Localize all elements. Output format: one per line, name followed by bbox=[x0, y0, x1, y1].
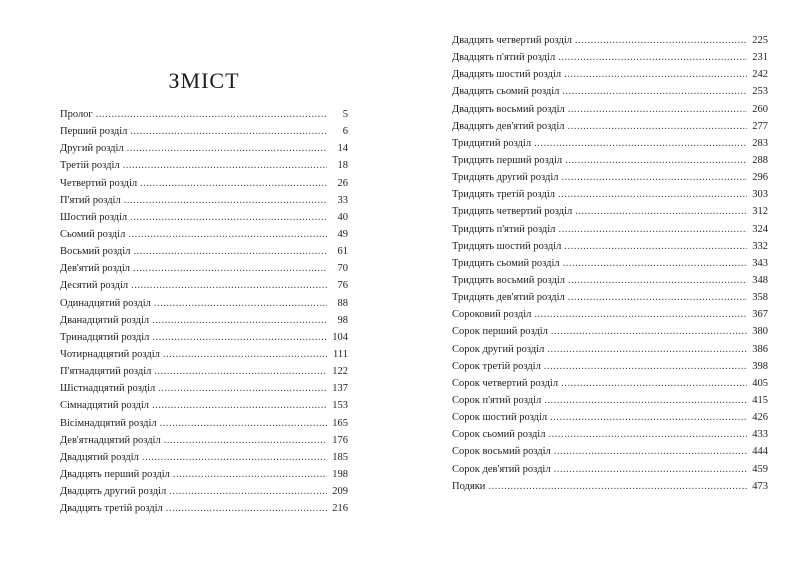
toc-entry[interactable] bbox=[60, 329, 348, 346]
toc-entry[interactable] bbox=[60, 466, 348, 483]
entry-page-number: 415 bbox=[752, 394, 768, 406]
entry-page-number: 137 bbox=[332, 383, 348, 395]
entry-page-number: 260 bbox=[752, 103, 768, 115]
entry-page-number: 231 bbox=[752, 52, 768, 64]
entry-title: Четвертий розділ bbox=[60, 177, 138, 189]
entry-title: Двадцять шостий розділ bbox=[452, 69, 562, 81]
entry-page-number: 459 bbox=[752, 463, 768, 475]
entry-title: Двадцять четвертий розділ bbox=[452, 35, 573, 46]
entry-title: Тридцять четвертий розділ bbox=[452, 206, 573, 218]
toc-entry[interactable] bbox=[60, 483, 348, 500]
toc-entry[interactable] bbox=[60, 226, 348, 243]
entry-title: Подяки bbox=[452, 480, 486, 492]
entry-title: Сорок шостий розділ bbox=[452, 412, 548, 424]
dot-leader bbox=[551, 323, 747, 340]
toc-entry[interactable] bbox=[60, 432, 348, 449]
toc-entry[interactable] bbox=[60, 397, 348, 414]
entry-page-number: 312 bbox=[752, 206, 768, 218]
entry-title: Восьмий розділ bbox=[60, 246, 131, 258]
entry-page-number: 198 bbox=[332, 468, 348, 480]
entry-title: Сорок п'ятий розділ bbox=[452, 394, 542, 406]
dot-leader bbox=[548, 426, 747, 443]
toc-entry[interactable] bbox=[452, 392, 768, 409]
toc-entry[interactable] bbox=[60, 346, 348, 363]
toc-entry[interactable] bbox=[452, 306, 768, 323]
dot-leader bbox=[554, 461, 747, 478]
entry-title: Сорок третій розділ bbox=[452, 360, 541, 372]
entry-page-number: 76 bbox=[337, 280, 348, 292]
dot-leader bbox=[575, 32, 747, 49]
toc-title: ЗМІСТ bbox=[168, 68, 240, 93]
entry-page-number: 405 bbox=[752, 377, 768, 389]
dot-leader bbox=[158, 380, 327, 397]
entry-page-number: 104 bbox=[332, 331, 348, 343]
toc-entry[interactable] bbox=[452, 255, 768, 272]
entry-page-number: 253 bbox=[752, 86, 768, 98]
dot-leader bbox=[575, 203, 747, 220]
dot-leader bbox=[133, 243, 327, 260]
toc-entry[interactable] bbox=[452, 272, 768, 289]
dot-leader bbox=[544, 358, 747, 375]
dot-leader bbox=[127, 140, 327, 157]
entry-page-number: 185 bbox=[332, 451, 348, 463]
dot-leader bbox=[565, 152, 747, 169]
dot-leader bbox=[152, 329, 327, 346]
entry-title: Третій розділ bbox=[60, 160, 120, 172]
entry-title: Сорок перший розділ bbox=[452, 326, 548, 338]
entry-title: Перший розділ bbox=[60, 126, 128, 138]
dot-leader bbox=[558, 186, 747, 203]
toc-entry[interactable] bbox=[452, 186, 768, 203]
entry-page-number: 14 bbox=[337, 143, 348, 155]
toc-entry[interactable] bbox=[60, 295, 348, 312]
entry-page-number: 426 bbox=[752, 412, 768, 424]
entry-title: Двадцять дев'ятий розділ bbox=[452, 120, 565, 132]
toc-entry[interactable] bbox=[452, 118, 768, 135]
entry-page-number: 332 bbox=[752, 240, 768, 252]
entry-title: Вісімнадцятий розділ bbox=[60, 417, 157, 429]
dot-leader bbox=[154, 363, 327, 380]
toc-entry[interactable] bbox=[60, 380, 348, 397]
entry-title: Дев'ятий розділ bbox=[60, 263, 131, 275]
entry-title: Шістнадцятий розділ bbox=[60, 383, 156, 395]
toc-entry[interactable] bbox=[60, 312, 348, 329]
dot-leader bbox=[163, 346, 327, 363]
entry-page-number: 277 bbox=[752, 120, 768, 132]
entry-page-number: 433 bbox=[752, 429, 768, 441]
toc-entry[interactable] bbox=[60, 363, 348, 380]
toc-entry[interactable] bbox=[452, 461, 768, 478]
dot-leader bbox=[558, 221, 747, 238]
toc-entry[interactable] bbox=[452, 203, 768, 220]
dot-leader bbox=[128, 226, 327, 243]
entry-page-number: 61 bbox=[337, 246, 348, 258]
toc-entry[interactable] bbox=[452, 83, 768, 100]
entry-title: Сьомий розділ bbox=[60, 228, 126, 240]
entry-page-number: 303 bbox=[752, 189, 768, 201]
dot-leader bbox=[568, 289, 747, 306]
toc-entry[interactable] bbox=[452, 409, 768, 426]
entry-page-number: 283 bbox=[752, 137, 768, 149]
toc-entry[interactable] bbox=[452, 152, 768, 169]
dot-leader bbox=[550, 409, 747, 426]
toc-entry[interactable] bbox=[452, 169, 768, 186]
entry-title: Сорок сьомий розділ bbox=[452, 429, 546, 441]
entry-page-number: 358 bbox=[752, 292, 768, 304]
entry-title: Двадцять третій розділ bbox=[60, 503, 163, 515]
dot-leader bbox=[558, 49, 747, 66]
dot-leader bbox=[123, 157, 327, 174]
dot-leader bbox=[564, 238, 747, 255]
dot-leader bbox=[563, 255, 747, 272]
toc-entry[interactable] bbox=[452, 238, 768, 255]
toc-entry[interactable] bbox=[60, 157, 348, 174]
entry-page-number: 386 bbox=[752, 343, 768, 355]
entry-title: Тридцять восьмий розділ bbox=[452, 274, 565, 286]
toc-entry[interactable] bbox=[452, 358, 768, 375]
entry-title: Одинадцятий розділ bbox=[60, 297, 151, 309]
entry-page-number: 153 bbox=[332, 400, 348, 412]
entry-page-number: 242 bbox=[752, 69, 768, 81]
entry-title: Сорок другий розділ bbox=[452, 343, 545, 355]
entry-page-number: 398 bbox=[752, 360, 768, 372]
entry-page-number: 6 bbox=[342, 126, 348, 138]
entry-title: Сімнадцятий розділ bbox=[60, 400, 150, 412]
entry-title: Тридцять шостий розділ bbox=[452, 240, 562, 252]
dot-leader bbox=[133, 260, 327, 277]
toc-list-right bbox=[452, 32, 768, 495]
toc-entry[interactable] bbox=[60, 500, 348, 517]
entry-title: Тридцять другий розділ bbox=[452, 172, 559, 184]
toc-entry[interactable] bbox=[452, 66, 768, 83]
entry-title: Двадцятий розділ bbox=[60, 451, 139, 463]
entry-page-number: 348 bbox=[752, 274, 768, 286]
dot-leader bbox=[152, 312, 327, 329]
dot-leader bbox=[152, 397, 327, 414]
toc-entry[interactable] bbox=[60, 106, 348, 123]
dot-leader bbox=[96, 106, 327, 123]
toc-entry[interactable] bbox=[452, 341, 768, 358]
dot-leader bbox=[173, 466, 327, 483]
dot-leader bbox=[554, 443, 747, 460]
entry-title: Сорок дев'ятий розділ bbox=[452, 463, 551, 475]
entry-title: Двадцять другий розділ bbox=[60, 486, 167, 498]
entry-page-number: 176 bbox=[332, 434, 348, 446]
dot-leader bbox=[130, 209, 327, 226]
entry-page-number: 98 bbox=[337, 314, 348, 326]
toc-entry[interactable] bbox=[452, 101, 768, 118]
toc-entry[interactable] bbox=[452, 426, 768, 443]
entry-title: Двадцять п'ятий розділ bbox=[452, 52, 556, 64]
toc-entry[interactable] bbox=[452, 49, 768, 66]
entry-page-number: 367 bbox=[752, 309, 768, 321]
entry-title: Чотирнадцятий розділ bbox=[60, 348, 160, 360]
entry-title: Тридцять третій розділ bbox=[452, 189, 556, 201]
entry-page-number: 165 bbox=[332, 417, 348, 429]
entry-page-number: 343 bbox=[752, 257, 768, 269]
toc-entry[interactable] bbox=[452, 478, 768, 495]
entry-title: П'ятнадцятий розділ bbox=[60, 366, 152, 378]
entry-page-number: 225 bbox=[752, 35, 768, 46]
toc-entry[interactable] bbox=[60, 209, 348, 226]
entry-page-number: 26 bbox=[337, 177, 348, 189]
entry-page-number: 216 bbox=[332, 503, 348, 515]
entry-title: Другий розділ bbox=[60, 143, 124, 155]
dot-leader bbox=[547, 341, 747, 358]
toc-entry[interactable] bbox=[60, 192, 348, 209]
toc-entry[interactable] bbox=[60, 123, 348, 140]
toc-entry[interactable] bbox=[60, 277, 348, 294]
entry-title: Сорок четвертий розділ bbox=[452, 377, 559, 389]
entry-title: Дванадцятий розділ bbox=[60, 314, 150, 326]
entry-page-number: 70 bbox=[337, 263, 348, 275]
entry-page-number: 5 bbox=[342, 109, 348, 120]
entry-page-number: 122 bbox=[332, 366, 348, 378]
entry-page-number: 33 bbox=[337, 194, 348, 206]
entry-title: Сорок восьмий розділ bbox=[452, 446, 551, 458]
toc-entry[interactable] bbox=[60, 243, 348, 260]
dot-leader bbox=[544, 392, 747, 409]
dot-leader bbox=[561, 375, 747, 392]
dot-leader bbox=[130, 123, 327, 140]
dot-leader bbox=[568, 272, 747, 289]
dot-leader bbox=[488, 478, 747, 495]
toc-entry[interactable] bbox=[60, 175, 348, 192]
dot-leader bbox=[154, 295, 327, 312]
toc-entry[interactable] bbox=[60, 415, 348, 432]
entry-page-number: 111 bbox=[333, 348, 348, 360]
entry-title: Шостий розділ bbox=[60, 211, 128, 223]
dot-leader bbox=[534, 135, 747, 152]
entry-page-number: 288 bbox=[752, 154, 768, 166]
dot-leader bbox=[568, 118, 747, 135]
dot-leader bbox=[169, 483, 327, 500]
dot-leader bbox=[131, 277, 327, 294]
entry-title: Двадцять восьмий розділ bbox=[452, 103, 565, 115]
toc-entry[interactable] bbox=[60, 260, 348, 277]
entry-title: Сороковий розділ bbox=[452, 309, 532, 321]
toc-entry[interactable] bbox=[452, 443, 768, 460]
toc-entry[interactable] bbox=[452, 135, 768, 152]
toc-entry[interactable] bbox=[452, 323, 768, 340]
toc-entry[interactable] bbox=[452, 375, 768, 392]
entry-title: Двадцять перший розділ bbox=[60, 468, 170, 480]
dot-leader bbox=[562, 83, 747, 100]
toc-entry[interactable] bbox=[452, 289, 768, 306]
entry-page-number: 49 bbox=[337, 228, 348, 240]
entry-title: Тридцять перший розділ bbox=[452, 154, 563, 166]
entry-page-number: 380 bbox=[752, 326, 768, 338]
toc-entry[interactable] bbox=[452, 221, 768, 238]
entry-title: Тридцять п'ятий розділ bbox=[452, 223, 556, 235]
dot-leader bbox=[562, 169, 747, 186]
dot-leader bbox=[568, 101, 747, 118]
entry-title: Двадцять сьомий розділ bbox=[452, 86, 560, 98]
entry-page-number: 209 bbox=[332, 486, 348, 498]
entry-title: Пролог bbox=[60, 109, 93, 120]
entry-title: Тридцять сьомий розділ bbox=[452, 257, 560, 269]
dot-leader bbox=[564, 66, 747, 83]
entry-title: П'ятий розділ bbox=[60, 194, 121, 206]
dot-leader bbox=[160, 415, 327, 432]
toc-entry[interactable] bbox=[452, 32, 768, 49]
entry-title: Дев'ятнадцятий розділ bbox=[60, 434, 161, 446]
entry-page-number: 40 bbox=[337, 211, 348, 223]
entry-page-number: 18 bbox=[337, 160, 348, 172]
toc-entry[interactable] bbox=[60, 140, 348, 157]
dot-leader bbox=[164, 432, 327, 449]
entry-page-number: 88 bbox=[337, 297, 348, 309]
entry-title: Десятий розділ bbox=[60, 280, 129, 292]
entry-title: Тридцять дев'ятий розділ bbox=[452, 292, 565, 304]
dot-leader bbox=[142, 449, 327, 466]
entry-page-number: 444 bbox=[752, 446, 768, 458]
dot-leader bbox=[166, 500, 327, 517]
entry-title: Тринадцятий розділ bbox=[60, 331, 150, 343]
toc-entry[interactable] bbox=[60, 449, 348, 466]
dot-leader bbox=[140, 175, 327, 192]
toc-list-left bbox=[60, 106, 348, 517]
entry-page-number: 473 bbox=[752, 480, 768, 492]
dot-leader bbox=[534, 306, 747, 323]
entry-page-number: 324 bbox=[752, 223, 768, 235]
dot-leader bbox=[124, 192, 327, 209]
right-page bbox=[400, 0, 800, 582]
entry-title: Тридцятий розділ bbox=[452, 137, 532, 149]
entry-page-number: 296 bbox=[752, 172, 768, 184]
